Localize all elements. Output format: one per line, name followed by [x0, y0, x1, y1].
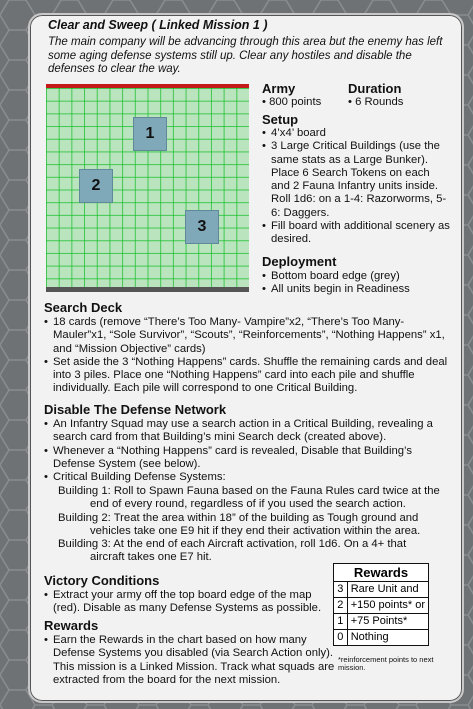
rewards-item: • Earn the Rewards in the chart based on how many Defense Systems you disabled (via Search Action only). This mission is a Linked Mission. Track what squads are extracted from the board for the next mission. [44, 634, 340, 687]
disable-list [44, 418, 450, 484]
disable-heading: Disable The Defense Network [44, 402, 227, 417]
table-row: 3 Rare Unit and [334, 582, 429, 598]
rewards-footnote: *reinforcement points to next mission. [338, 655, 434, 672]
table-row: 1 +75 Points* [334, 614, 429, 630]
search-deck-list [44, 316, 448, 396]
deployment-item: • Bottom board edge (grey) [262, 270, 450, 283]
building-2: 2 [79, 169, 113, 203]
search-deck-heading: Search Deck [44, 300, 123, 315]
victory-list [44, 589, 332, 616]
setup-item: • Fill board with additional scenery as desired. [262, 220, 450, 247]
bottom-board-edge [46, 287, 249, 292]
building-1: 1 [133, 117, 167, 151]
defense-system-2: Building 2: Treat the area within 18” of the building as Tough ground and vehicles take one E9 hit if they end their activation within the area. [58, 511, 421, 537]
disable-item: • Critical Building Defense Systems: [44, 471, 450, 484]
rewards-heading: Rewards [44, 618, 99, 633]
rewards-table-title: Rewards [334, 564, 429, 582]
deployment-list [262, 270, 450, 297]
building-3: 3 [185, 210, 219, 244]
rewards-list [44, 634, 340, 687]
setup-list [262, 127, 450, 247]
defense-systems [44, 485, 442, 565]
setup-item: • 3 Large Critical Buildings (use the same stats as a Large Bunker). Place 6 Search Tokens on each and 2 Fauna Infantry units inside. Roll 1d6: on a 1-4: Razorworms, 5-6: Daggers. [262, 140, 450, 220]
rewards-table [333, 563, 429, 646]
duration-heading: Duration [348, 81, 402, 96]
setup-heading: Setup [262, 112, 299, 127]
disable-item: • Whenever a “Nothing Happens” card is revealed, Disable that Building’s Defense System (see below). [44, 445, 450, 472]
mission-title: Clear and Sweep ( Linked Mission 1 ) [48, 18, 268, 32]
army-heading: Army [262, 81, 296, 96]
victory-heading: Victory Conditions [44, 573, 160, 588]
duration-value: • 6 Rounds [348, 96, 404, 108]
setup-item: • 4’x4’ board [262, 127, 450, 140]
army-value: • 800 points [262, 96, 322, 108]
table-row: 2 +150 points* or [334, 598, 429, 614]
victory-item: • Extract your army off the top board edge of the map (red). Disable as many Defense Systems as possible. [44, 589, 332, 616]
deployment-heading: Deployment [262, 254, 337, 269]
defense-system-1: Building 1: Roll to Spawn Fauna based on the Fauna Rules card twice at the end of every round, regardless of if you used the search action. [58, 485, 440, 511]
board-map [46, 88, 249, 291]
search-deck-item: • Set aside the 3 “Nothing Happens” cards. Shuffle the remaining cards and deal into 3 piles. Place one “Nothing Happens” card into each pile and shuffle individually. Each pile will correspond to one Critical Building. [44, 356, 448, 396]
defense-system-3: Building 3: At the end of each Aircraft activation, roll 1d6. On a 4+ that aircraft takes one E7 hit. [58, 538, 407, 564]
deployment-item: • All units begin in Readiness [262, 283, 450, 296]
disable-item: • An Infantry Squad may use a search action in a Critical Building, revealing a search card from that Building’s mini Search deck (created above). [44, 418, 450, 445]
search-deck-item: • 18 cards (remove “There’s Too Many- Vampire”x2, “There’s Too Many-Mauler”x1, “Sole Survivor”, “Scouts”, “Reinforcements”, “Nothing Happens” x1, and “Mission Objective” cards) [44, 316, 448, 356]
table-row: 0 Nothing [334, 630, 429, 646]
mission-intro: The main company will be advancing through this area but the enemy has left some aging defense systems still up. Clear any hostiles and disable the defenses to clear the way. [48, 36, 443, 75]
